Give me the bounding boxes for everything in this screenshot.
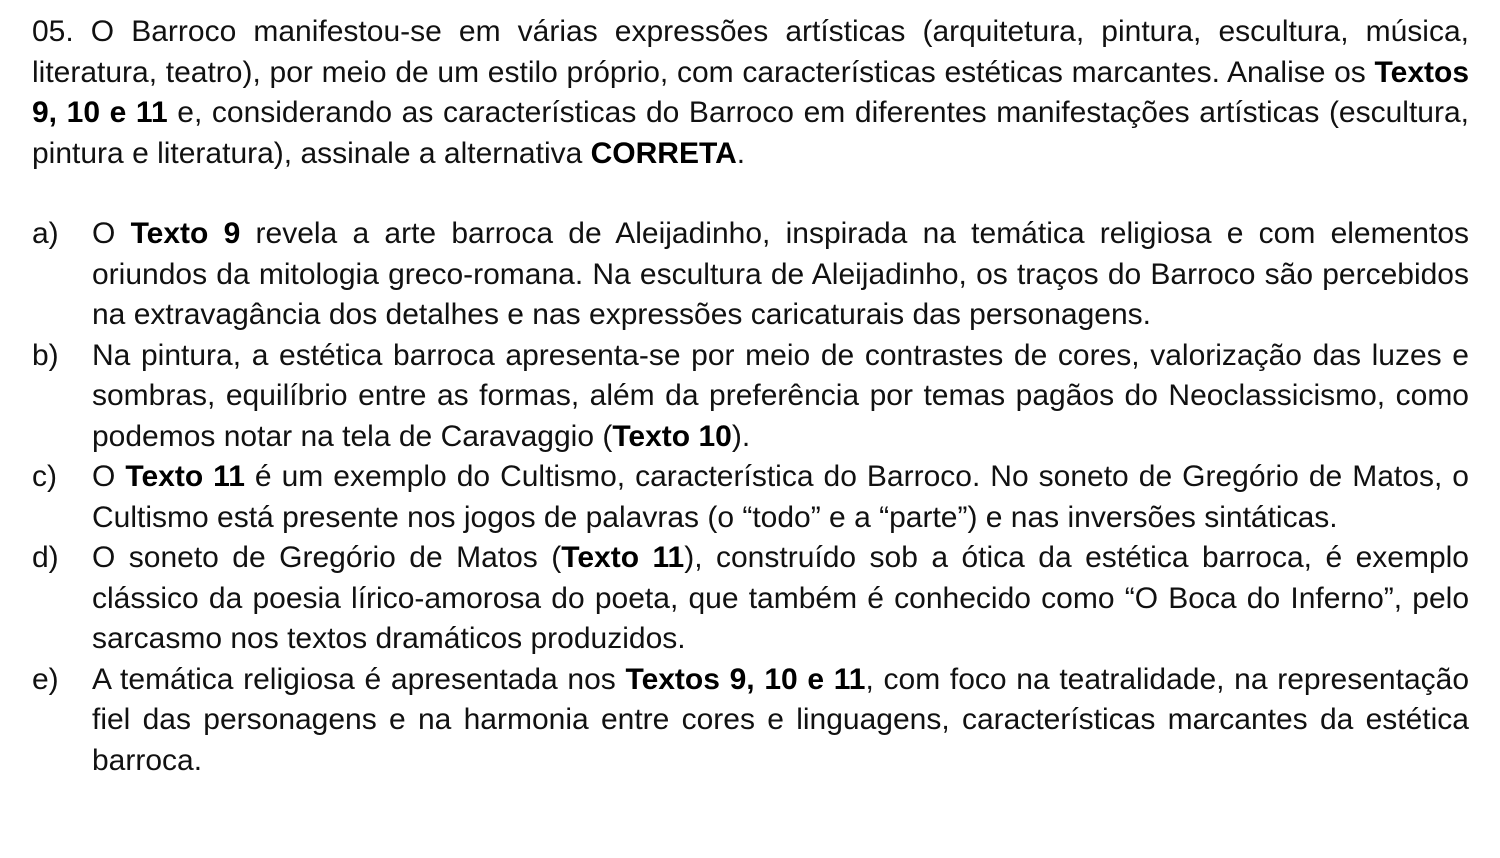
option-letter: c) xyxy=(32,460,57,493)
stem-bold-correta: CORRETA xyxy=(590,136,737,170)
option-text xyxy=(92,214,1469,336)
option-text-part: ), construído sob a ótica da estética barroca, é exemplo clássico da poesia lírico-amorosa do poeta, que também é conhecido como “O Boca do Inferno”, pelo sarcasmo nos textos dramáticos produzidos. xyxy=(92,541,1469,655)
stem-text-1: 05. O Barroco manifestou-se em várias expressões artísticas (arquitetura, pintura, escultura, música, literatura, teatro), por meio de um estilo próprio, com características estéticas marcantes. Analise os xyxy=(32,15,1469,89)
option-letter: a) xyxy=(32,217,59,250)
option-text-part: O soneto de Gregório de Matos ( xyxy=(92,541,562,574)
option-letter: b) xyxy=(32,338,59,372)
option-bold-ref: Texto 11 xyxy=(125,460,245,493)
question-block xyxy=(32,12,1469,781)
options-list xyxy=(32,214,1469,781)
stem-bold-texts: Textos 9, 10 e 11 xyxy=(32,55,1469,129)
option-bold-ref: Textos 9, 10 e 11 xyxy=(625,662,866,696)
option-text-part: O xyxy=(92,460,126,493)
option-text-part: Na pintura, a estética barroca apresenta-se por meio de contrastes de cores, valorização das luzes e sombras, equilíbrio entre as formas, além da preferência por temas pagãos do Neoclassicismo, como podemos notar na tela de Caravaggio ( xyxy=(92,338,1469,453)
option-text-part: ). xyxy=(731,419,751,453)
stem-text-3: . xyxy=(736,136,746,170)
option-text-part: O xyxy=(92,217,131,250)
option-text-part: revela a arte barroca de Aleijadinho, inspirada na temática religiosa e com elementos oriundos da mitologia greco-romana. Na escultura de Aleijadinho, os traços do Barroco são percebidos na extravagância dos detalhes e nas expressões caricaturais das personagens. xyxy=(92,217,1469,331)
option-a xyxy=(32,214,1469,336)
option-bold-ref: Texto 9 xyxy=(130,217,241,250)
option-bold-ref: Texto 10 xyxy=(612,419,732,453)
option-d xyxy=(32,538,1469,660)
option-text xyxy=(92,660,1469,782)
option-text-part: A temática religiosa é apresentada nos xyxy=(92,662,626,696)
spacer xyxy=(32,174,1469,214)
option-e xyxy=(32,660,1469,782)
option-text xyxy=(92,336,1469,458)
stem-text-2: e, considerando as características do Barroco em diferentes manifestações artísticas (escultura, pintura e literatura), assinale a alternativa xyxy=(32,96,1469,170)
option-b xyxy=(32,336,1469,458)
option-text xyxy=(92,538,1469,660)
option-text-part: é um exemplo do Cultismo, característica do Barroco. No soneto de Gregório de Matos, o Cultismo está presente nos jogos de palavras (o “todo” e a “parte”) e nas inversões sintáticas. xyxy=(92,460,1469,534)
option-text xyxy=(92,457,1469,538)
option-text-part: , com foco na teatralidade, na representação fiel das personagens e na harmonia entre cores e linguagens, características marcantes da estética barroca. xyxy=(92,662,1470,777)
option-letter: d) xyxy=(32,541,59,574)
option-letter: e) xyxy=(32,662,59,696)
option-bold-ref: Texto 11 xyxy=(561,541,685,574)
option-c xyxy=(32,457,1469,538)
question-stem xyxy=(32,12,1469,174)
